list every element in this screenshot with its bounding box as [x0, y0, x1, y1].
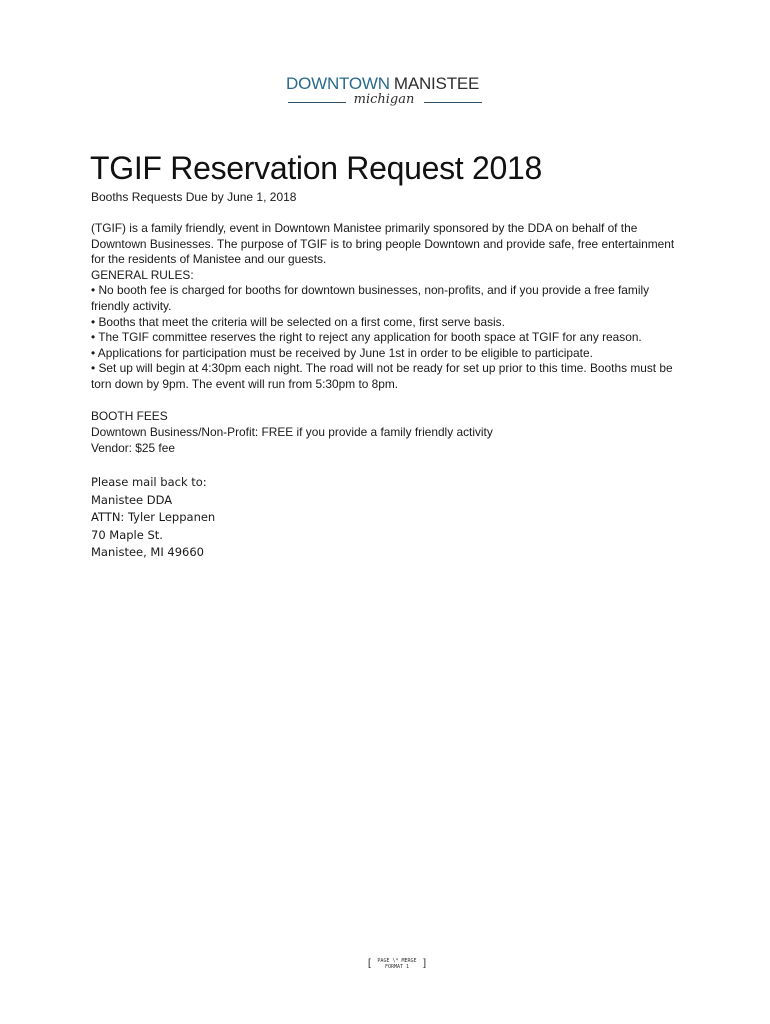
- logo-wordmark: [286, 74, 479, 94]
- fee-item: Vendor: $25 fee: [91, 441, 175, 455]
- rule-item: • The TGIF committee reserves the right to reject any application for booth space at TGIF for any reason.: [91, 330, 642, 345]
- page-title: TGIF Reservation Request 2018: [90, 150, 542, 186]
- address-line: ATTN: Tyler Leppanen: [91, 510, 216, 524]
- rule-item: • Booths that meet the criteria will be selected on a first come, first serve basis.: [91, 314, 505, 329]
- field-bracket-right: ]: [423, 958, 426, 969]
- address-line: Manistee DDA: [91, 492, 173, 507]
- mailing-address: [91, 474, 215, 562]
- address-line: Manistee, MI 49660: [91, 545, 204, 559]
- page-number-field: [368, 956, 426, 990]
- rule-item: • Set up will begin at 4:30pm each night. The road will not be ready for set up prior to this time. Booths must be torn down by 9pm. The event will run from 5:30pm to 8pm.: [91, 361, 673, 391]
- logo-secondary: MANISTEE: [393, 74, 480, 93]
- mail-heading: Please mail back to:: [91, 475, 207, 489]
- address-line: 70 Maple St.: [91, 527, 163, 542]
- logo-rule-left: [288, 102, 346, 103]
- booth-fees-section: [91, 408, 689, 456]
- downtown-manistee-logo: [286, 72, 486, 116]
- fees-heading: BOOTH FEES: [91, 409, 168, 423]
- intro-section: [91, 221, 689, 393]
- logo-subtitle: michigan: [353, 92, 415, 107]
- field-code-text: PAGE \* MERGEFORMAT 1: [377, 958, 417, 970]
- logo-primary: DOWNTOWN: [286, 74, 390, 93]
- rules-heading: GENERAL RULES:: [91, 267, 194, 282]
- rule-item: • Applications for participation must be received by June 1st in order to be eligible to participate.: [91, 345, 593, 360]
- fee-item: Downtown Business/Non-Profit: FREE if you provide a family friendly activity: [91, 425, 493, 439]
- intro-paragraph: (TGIF) is a family friendly, event in Downtown Manistee primarily sponsored by the DDA on behalf of the Downtown Businesses. The purpose of TGIF is to bring people Downtown and provide safe, free entertainment for the residents of Manistee and our guests.: [91, 221, 675, 267]
- page-subtitle: Booths Requests Due by June 1, 2018: [91, 190, 297, 204]
- field-bracket-left: [: [368, 958, 371, 969]
- logo-rule-right: [424, 102, 482, 103]
- rule-item: • No booth fee is charged for booths for downtown businesses, non-profits, and if you provide a free family friendly activity.: [91, 283, 650, 313]
